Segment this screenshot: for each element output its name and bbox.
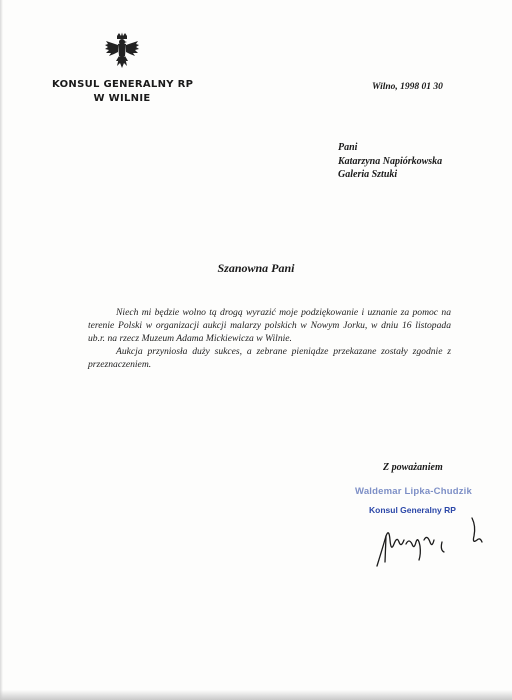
stamp-title: Konsul Generalny RP [369, 505, 456, 515]
recipient-line-1: Pani [338, 142, 358, 153]
closing-phrase: Z poważaniem [383, 462, 443, 473]
salutation: Szanowna Pani [217, 261, 295, 275]
letterhead-line-2: W WILNIE [93, 93, 151, 104]
scan-edge-bottom [0, 690, 512, 700]
handwritten-signature-icon [372, 500, 492, 575]
letterhead-line-1: KONSUL GENERALNY RP [52, 79, 194, 90]
stamp-name: Waldemar Lipka-Chudzik [355, 486, 473, 497]
recipient-line-3: Galeria Sztuki [338, 169, 398, 180]
recipient-line-2: Katarzyna Napiórkowska [338, 155, 443, 167]
letter-date: Wilno, 1998 01 30 [372, 82, 443, 92]
consul-letterhead [52, 78, 192, 106]
scan-edge-left [0, 0, 3, 700]
recipient-block [338, 141, 442, 182]
body-paragraph-2: Aukcja przyniosła duży sukces, a zebrane pieniądze przekazane zostały zgodnie z przeznaczeniem. [88, 346, 451, 370]
body-paragraph-1: Niech mi będzie wolno tą drogą wyrazić moje podziękowanie i uznanie za pomoc na terenie Polski w organizacji aukcji malarzy polskich w Nowym Jorku, w dniu 16 listopada ub.r. na rzecz Muzeum Adama Mickiewicza w Wilnie. [88, 307, 451, 344]
polish-eagle-emblem-icon [104, 32, 140, 72]
letter-body [88, 306, 451, 371]
